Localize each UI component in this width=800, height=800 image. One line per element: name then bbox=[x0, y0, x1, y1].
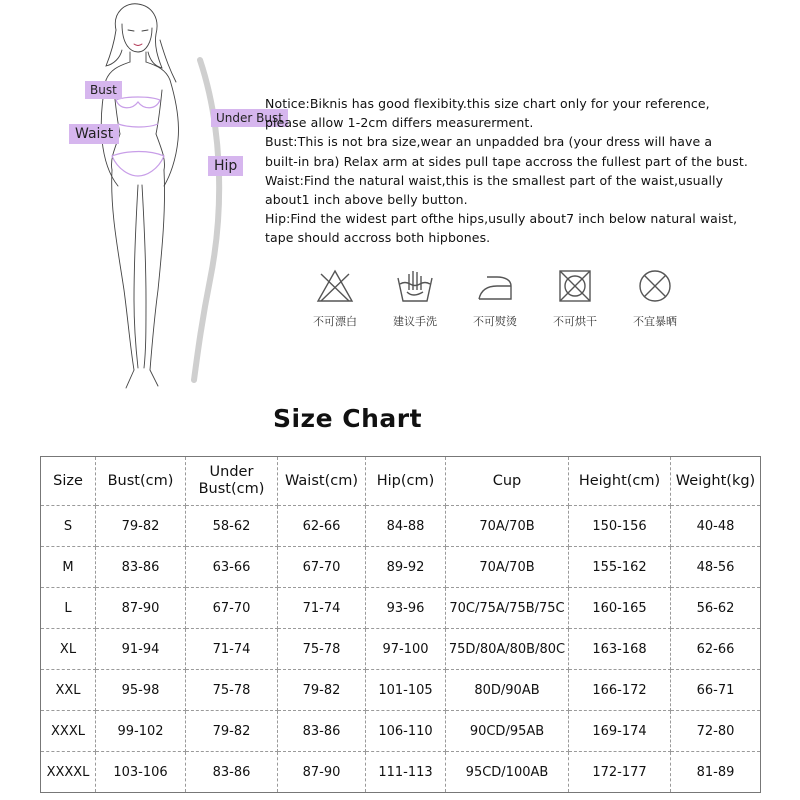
cell-size: XL bbox=[41, 629, 96, 670]
care-item bbox=[620, 268, 690, 329]
table-row bbox=[41, 711, 761, 752]
cell-hip: 101-105 bbox=[366, 670, 446, 711]
header-bust: Bust(cm) bbox=[96, 457, 186, 506]
table-row bbox=[41, 670, 761, 711]
cell-bust: 79-82 bbox=[96, 506, 186, 547]
cell-hip: 106-110 bbox=[366, 711, 446, 752]
cell-under-bust: 79-82 bbox=[186, 711, 278, 752]
table-header-row bbox=[41, 457, 761, 506]
cell-height: 150-156 bbox=[569, 506, 671, 547]
care-item bbox=[540, 268, 610, 329]
table-row bbox=[41, 629, 761, 670]
cell-hip: 84-88 bbox=[366, 506, 446, 547]
cell-under-bust: 83-86 bbox=[186, 752, 278, 793]
cell-waist: 67-70 bbox=[278, 547, 366, 588]
cell-hip: 93-96 bbox=[366, 588, 446, 629]
care-label: 建议手洗 bbox=[393, 315, 437, 328]
cell-bust: 103-106 bbox=[96, 752, 186, 793]
header-cup: Cup bbox=[446, 457, 569, 506]
no-tumble-dry-icon bbox=[555, 268, 595, 304]
cell-bust: 95-98 bbox=[96, 670, 186, 711]
cell-cup: 75D/80A/80B/80C bbox=[446, 629, 569, 670]
table-row bbox=[41, 547, 761, 588]
cell-bust: 83-86 bbox=[96, 547, 186, 588]
fashion-figure-illustration bbox=[30, 0, 283, 395]
cell-weight: 40-48 bbox=[671, 506, 761, 547]
notice-line: Waist:Find the natural waist,this is the smallest part of the waist,usually bbox=[265, 172, 724, 188]
cell-under-bust: 71-74 bbox=[186, 629, 278, 670]
notice-line: please allow 1-2cm differs measurerment. bbox=[265, 115, 534, 131]
notice-line: about1 inch above belly button. bbox=[265, 192, 468, 208]
waist-label: Waist bbox=[69, 124, 119, 144]
notice-line: tape should accross both hipbones. bbox=[265, 230, 491, 246]
figure-drawing bbox=[30, 0, 260, 395]
cell-waist: 79-82 bbox=[278, 670, 366, 711]
hip-label: Hip bbox=[208, 156, 243, 176]
care-label: 不可漂白 bbox=[313, 315, 357, 328]
cell-size: M bbox=[41, 547, 96, 588]
size-chart-table bbox=[40, 456, 761, 793]
cell-under-bust: 63-66 bbox=[186, 547, 278, 588]
cell-size: L bbox=[41, 588, 96, 629]
hand-wash-icon bbox=[395, 268, 435, 304]
cell-weight: 66-71 bbox=[671, 670, 761, 711]
cell-height: 172-177 bbox=[569, 752, 671, 793]
cell-cup: 80D/90AB bbox=[446, 670, 569, 711]
cell-bust: 91-94 bbox=[96, 629, 186, 670]
cell-weight: 62-66 bbox=[671, 629, 761, 670]
cell-bust: 87-90 bbox=[96, 588, 186, 629]
notice-line: built-in bra) Relax arm at sides pull tape accross the fullest part of the bust. bbox=[265, 153, 748, 169]
cell-height: 155-162 bbox=[569, 547, 671, 588]
cell-bust: 99-102 bbox=[96, 711, 186, 752]
cell-hip: 111-113 bbox=[366, 752, 446, 793]
notice-line: Hip:Find the widest part ofthe hips,usully about7 inch below natural waist, bbox=[265, 211, 738, 227]
cell-height: 166-172 bbox=[569, 670, 671, 711]
cell-cup: 70C/75A/75B/75C bbox=[446, 588, 569, 629]
cell-hip: 97-100 bbox=[366, 629, 446, 670]
measurement-notice bbox=[265, 94, 785, 248]
cell-height: 169-174 bbox=[569, 711, 671, 752]
header-waist: Waist(cm) bbox=[278, 457, 366, 506]
cell-size: XXXXL bbox=[41, 752, 96, 793]
cell-size: S bbox=[41, 506, 96, 547]
size-chart-body bbox=[41, 506, 761, 793]
cell-waist: 75-78 bbox=[278, 629, 366, 670]
cell-weight: 56-62 bbox=[671, 588, 761, 629]
care-instructions bbox=[300, 268, 690, 338]
cell-cup: 95CD/100AB bbox=[446, 752, 569, 793]
notice-line: Bust:This is not bra size,wear an unpadded bra (your dress will have a bbox=[265, 134, 713, 150]
cell-waist: 83-86 bbox=[278, 711, 366, 752]
care-item bbox=[300, 268, 370, 329]
header-weight: Weight(kg) bbox=[671, 457, 761, 506]
cell-height: 160-165 bbox=[569, 588, 671, 629]
size-chart-title: Size Chart bbox=[272, 404, 423, 433]
care-label: 不可熨烫 bbox=[473, 315, 517, 328]
no-sun-dry-icon bbox=[635, 268, 675, 304]
cell-hip: 89-92 bbox=[366, 547, 446, 588]
header-under-bust: Under Bust(cm) bbox=[186, 457, 278, 506]
cell-under-bust: 75-78 bbox=[186, 670, 278, 711]
cell-cup: 70A/70B bbox=[446, 547, 569, 588]
cell-size: XXL bbox=[41, 670, 96, 711]
cell-size: XXXL bbox=[41, 711, 96, 752]
header-hip: Hip(cm) bbox=[366, 457, 446, 506]
notice-line: Notice:Biknis has good flexibity.this size chart only for your reference, bbox=[265, 96, 710, 111]
table-row bbox=[41, 506, 761, 547]
cell-weight: 72-80 bbox=[671, 711, 761, 752]
under-bust-label: Under Bust bbox=[211, 109, 288, 127]
cell-weight: 81-89 bbox=[671, 752, 761, 793]
cell-weight: 48-56 bbox=[671, 547, 761, 588]
cell-under-bust: 58-62 bbox=[186, 506, 278, 547]
no-iron-icon bbox=[475, 268, 515, 304]
bust-label: Bust bbox=[85, 81, 122, 99]
cell-waist: 87-90 bbox=[278, 752, 366, 793]
cell-under-bust: 67-70 bbox=[186, 588, 278, 629]
cell-height: 163-168 bbox=[569, 629, 671, 670]
care-label: 不可烘干 bbox=[553, 315, 597, 328]
table-row bbox=[41, 588, 761, 629]
cell-cup: 90CD/95AB bbox=[446, 711, 569, 752]
cell-cup: 70A/70B bbox=[446, 506, 569, 547]
cell-waist: 62-66 bbox=[278, 506, 366, 547]
care-label: 不宜暴晒 bbox=[633, 315, 677, 328]
header-height: Height(cm) bbox=[569, 457, 671, 506]
care-item bbox=[460, 268, 530, 329]
no-bleach-icon bbox=[315, 268, 355, 304]
header-size: Size bbox=[41, 457, 96, 506]
care-item bbox=[380, 268, 450, 329]
cell-waist: 71-74 bbox=[278, 588, 366, 629]
table-row bbox=[41, 752, 761, 793]
